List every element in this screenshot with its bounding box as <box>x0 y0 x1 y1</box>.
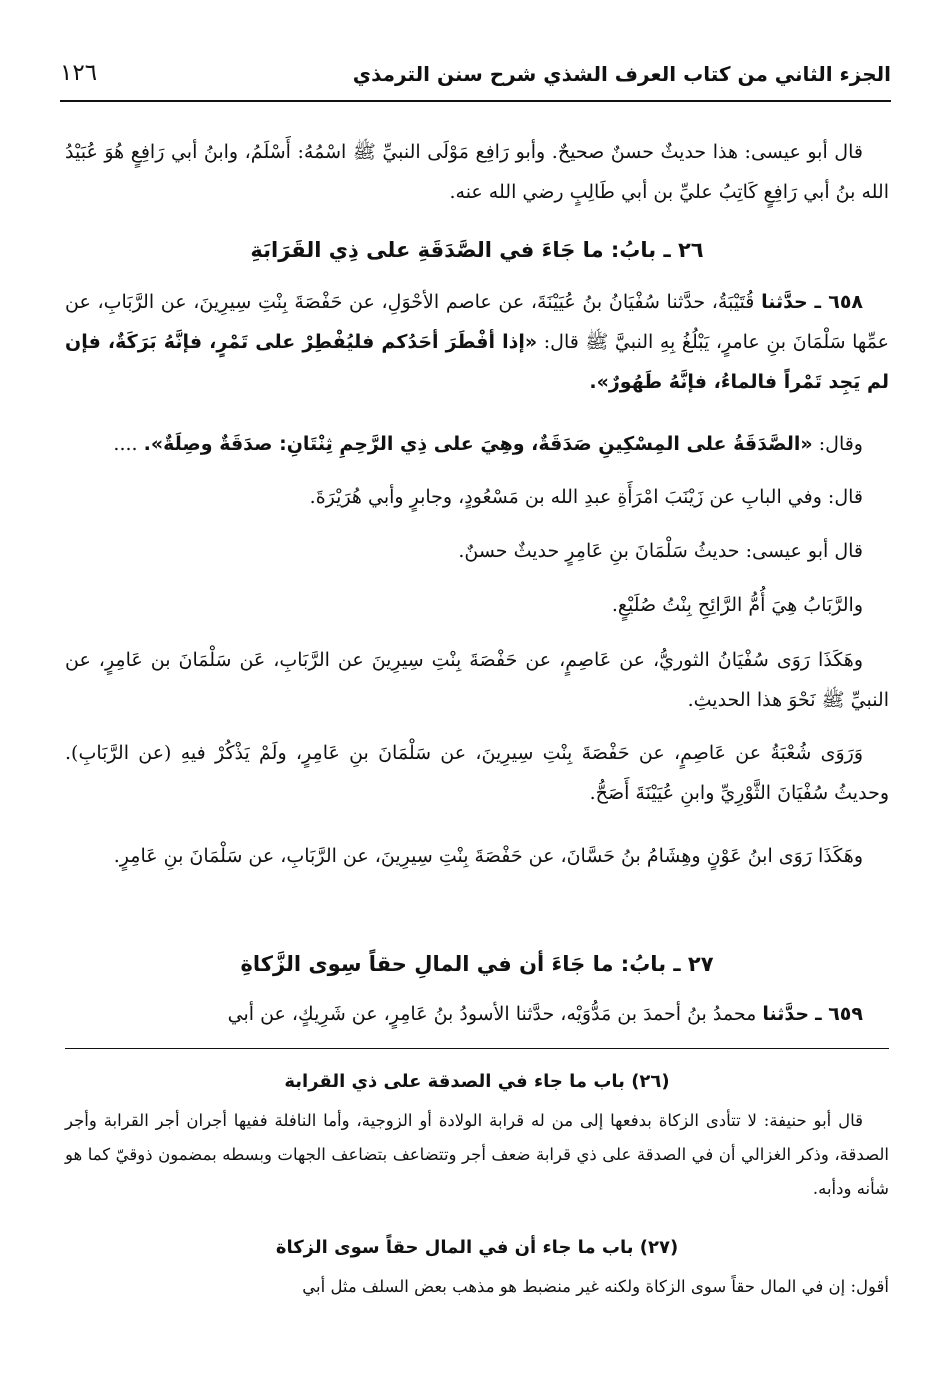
paragraph-ellipsis: .... <box>113 433 138 455</box>
header-divider <box>60 100 891 102</box>
footnote-paragraph: أقول: إن في المال حقاً سوى الزكاة ولكنه غير منضبط هو مذهب بعض السلف مثل أبي <box>302 1277 889 1296</box>
paragraph-shuba-riwaya <box>65 733 889 813</box>
hadith-658 <box>65 282 889 402</box>
hadith-number: ٦٥٨ ـ <box>814 291 864 313</box>
footnote-divider <box>65 1048 889 1049</box>
page-number: ١٢٦ <box>60 60 98 86</box>
paragraph-text: والرَّبَابُ هِيَ أُمُّ الرَّائِحِ بِنْتُ صُلَيْعٍ. <box>611 594 863 616</box>
paragraph-text: قال أبو عيسى: حديثُ سَلْمَانَ بنِ عَامِرٍ حديثٌ حسنٌ. <box>458 540 863 562</box>
paragraph-sufyan-riwaya <box>65 640 889 720</box>
hadith-text: محمدُ بنُ أحمدَ بن مَدُّوَيْه، حدَّثنا الأسودُ بنُ عَامِرٍ، عن شَرِيكٍ، عن أبي <box>227 1003 757 1025</box>
footnote-paragraph: قال أبو حنيفة: لا تتأدى الزكاة بدفعها إلى من له قرابة الولادة أو الزوجية، وأما النافلة ففيها أجران أجر القرابة وأجر الصدقة، وذكر الغزالي أن في الصدقة على ذي قرابة ضعف أجر وتتضاعف بتضاعف الجهات وبسطه بمضمون ذوقيّ كما هو شأنه ودأبه. <box>65 1111 889 1198</box>
footnote-text-26 <box>65 1104 889 1206</box>
paragraph-abu-rafi <box>65 132 889 212</box>
footnote-heading-27: (٢٧) باب ما جاء أن في المال حقاً سوى الزكاة <box>275 1237 679 1258</box>
paragraph-text: قال: وفي البابِ عن زَيْنَبَ امْرَأَةِ عبدِ الله بن مَسْعُودٍ، وجابرٍ وأبي هُرَيْرَةَ. <box>309 486 863 508</box>
footnote-heading-26: (٢٦) باب ما جاء في الصدقة على ذي القرابة <box>284 1071 670 1092</box>
paragraph-sadaqa-quote <box>65 424 889 464</box>
hadith-text: قُتَيْبَةُ، حدَّثنا سُفْيَانُ بنُ عُيَيْنَةَ، عن عاصم الأحْوَلِ، عن حَفْصَةَ بِنْتِ سِيرِينَ، عن الرَّبَابِ، عن عمِّها سَلْمَانَ بنِ عامرٍ، يَبْلُغُ بِهِ النبيَّ ﷺ قال: <box>65 291 890 353</box>
paragraph-text: قال أبو عيسى: هذا حديثٌ حسنٌ صحيحٌ. وأبو رَافِع مَوْلَى النبيِّ ﷺ اسْمُهُ: أَسْلَمُ، وابنُ أبي رَافِعٍ هُوَ عُبَيْدُ الله بنُ أبي رَافِعٍ كَاتِبُ عليِّ بن أبي طَالِبٍ رضي الله عنه. <box>65 141 889 203</box>
hadith-number: ٦٥٩ ـ <box>815 1003 863 1025</box>
paragraph-text: وَرَوَى شُعْبَةُ عن عَاصِمٍ، عن حَفْصَةَ بِنْتِ سِيرِينَ، عن سَلْمَانَ بنِ عَامِرٍ، ولَمْ يَذْكُرْ فيهِ (عن الرَّبَابِ). وحديثُ سُفْيَانَ الثَّوْرِيِّ وابنِ عُيَيْنَةَ أَصَحُّ. <box>65 742 889 804</box>
chapter-heading-26: ٢٦ ـ بابُ: ما جَاءَ في الصَّدَقَةِ على ذِي القَرَابَةِ <box>250 238 704 262</box>
footnote-text-27 <box>65 1270 889 1304</box>
paragraph-fil-bab <box>65 477 889 517</box>
paragraph-quote: «الصَّدَقَةُ على المِسْكِينِ صَدَقَةٌ، وهِيَ على ذِي الرَّحِمِ ثِنْتَانِ: صدَقَةٌ وصِلَةٌ». <box>143 433 813 455</box>
paragraph-abu-isa-grading <box>65 531 889 571</box>
hadith-659 <box>65 994 889 1034</box>
paragraph-text: وهَكَذَا رَوَى ابنُ عَوْنٍ وهِشَامُ بنُ حَسَّانَ، عن حَفْصَةَ بِنْتِ سِيرِينَ، عن الرَّبَابِ، عن سَلْمَانَ بنِ عَامِرٍ. <box>113 845 863 867</box>
hadith-lead: حدَّثنا <box>761 291 808 313</box>
paragraph-text: وهَكَذَا رَوَى سُفْيَانُ الثوريُّ، عن عَاصِمٍ، عن حَفْصَةَ بِنْتِ سِيرِينَ عن الرَّبَابِ، عَن سَلْمَانَ بن عَامِرٍ، عن النبيِّ ﷺ نَحْوَ هذا الحديثِ. <box>65 649 889 711</box>
paragraph-ibn-awn-riwaya <box>65 836 889 876</box>
hadith-quote: «إذا أفْطَرَ أحَدُكم فليُفْطِرْ على تَمْرٍ، فإنَّهُ بَرَكَةٌ، فإن لم يَجِد تَمْراً فالماءُ، فإنَّهُ طَهُورٌ». <box>65 331 889 393</box>
running-title: الجزء الثاني من كتاب العرف الشذي شرح سنن الترمذي <box>352 62 891 86</box>
paragraph-lead: وقال: <box>818 433 863 455</box>
paragraph-rabab <box>65 585 889 625</box>
page-header <box>60 58 891 102</box>
chapter-heading-27: ٢٧ ـ بابُ: ما جَاءَ أن في المالِ حقاً سِوى الزَّكاةِ <box>240 952 714 976</box>
hadith-lead: حدَّثنا <box>762 1003 810 1025</box>
